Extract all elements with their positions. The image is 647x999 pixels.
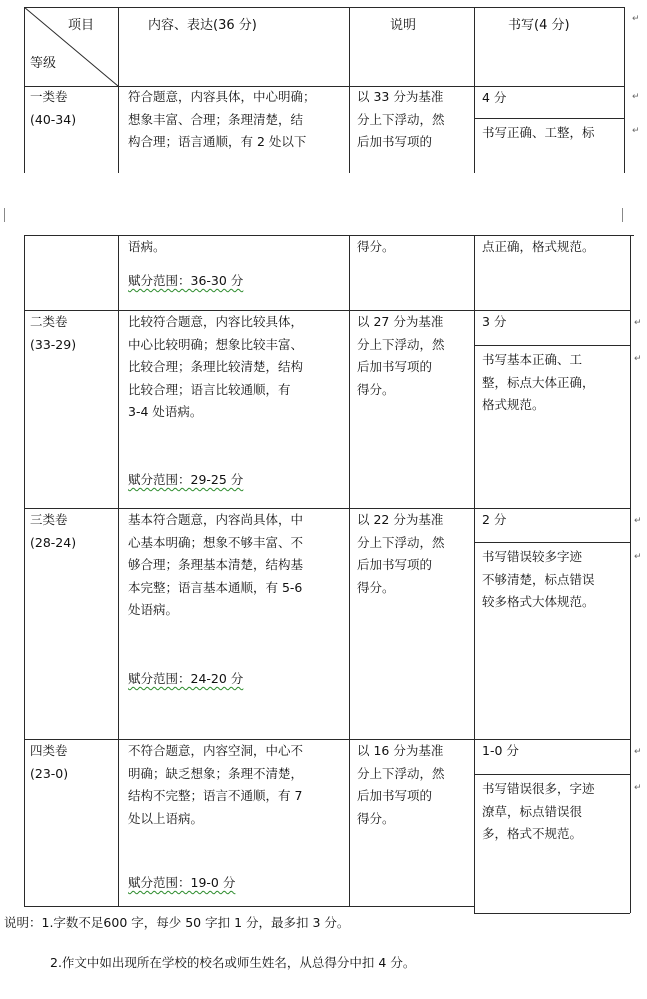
content-line: 结构不完整；语言不通顺，有 7 [128, 788, 303, 803]
note-line: 以 16 分为基准 [357, 743, 444, 758]
writing-line: 书写基本正确、工 [482, 352, 583, 367]
paragraph-mark: ↵ [634, 747, 642, 757]
writing-line: 多，格式不规范。 [482, 826, 583, 841]
page-break-mark-right [622, 208, 623, 222]
writing-line: 不够清楚，标点错误 [482, 571, 595, 587]
paragraph-mark: ↵ [634, 783, 642, 793]
page-break-mark-left [4, 208, 5, 222]
note-line: 分上下浮动，然 [357, 765, 445, 781]
row4-grade [30, 740, 68, 785]
content-line: 比较合理；语言比较通顺，有 [128, 381, 291, 397]
row2-note [357, 311, 445, 401]
note-line: 得分。 [357, 810, 395, 826]
content-line: 基本符合题意，内容尚具体，中 [128, 512, 304, 527]
content-line: 处语病。 [128, 602, 179, 617]
row4-writing-desc [482, 778, 595, 846]
row4-note [357, 740, 445, 830]
writing-line: 书写错误很多，字迹 [482, 781, 595, 796]
content-line: 符合题意，内容具体，中心明确； [128, 89, 316, 104]
writing-line: 整，标点大体正确， [482, 374, 595, 390]
content-line: 比较合理；条理比较清楚，结构 [128, 359, 304, 374]
row3-content [128, 509, 303, 622]
note-line: 以 27 分为基准 [357, 314, 444, 329]
content-line: 不符合题意，内容空洞，中心不 [128, 743, 304, 758]
note-line: 后加书写项的 [357, 134, 433, 149]
row1-note-part1 [357, 86, 445, 154]
content-line: 比较符合题意，内容比较具体， [128, 314, 304, 329]
writing-line: 较多格式大体规范。 [482, 594, 595, 609]
content-line: 3-4 处语病。 [128, 404, 203, 419]
writing-line: 书写错误较多字迹 [482, 549, 583, 564]
content-line: 中心比较明确；想象比较丰富、 [128, 336, 304, 352]
footnote-line-2: 2.作文中如出现所在学校的校名或师生姓名，从总得分中扣 4 分。 [50, 955, 416, 970]
grade-range: (40-34) [30, 111, 77, 127]
note-line: 以 33 分为基准 [357, 89, 444, 104]
paragraph-mark: ↵ [634, 354, 642, 364]
paragraph-mark: ↵ [632, 92, 640, 102]
content-line: 构合理；语言通顺，有 2 处以下 [128, 134, 307, 149]
note-line: 得分。 [357, 579, 395, 595]
writing-line: 格式规范。 [482, 397, 545, 412]
row3-note [357, 509, 445, 599]
content-line: 想象丰富、合理；条理清楚，结 [128, 111, 304, 127]
row1-writing-desc-part1: 书写正确、工整，标 [482, 125, 595, 140]
note-line: 以 22 分为基准 [357, 512, 444, 527]
writing-line: 潦草，标点错误很 [482, 803, 583, 819]
row3-writing-points: 2 分 [482, 512, 507, 527]
paragraph-mark: ↵ [632, 126, 640, 136]
note-line: 后加书写项的 [357, 557, 433, 572]
row1-content-part1 [128, 86, 316, 154]
row3-grade [30, 509, 76, 554]
content-line: 本完整；语言基本通顺，有 5-6 [128, 579, 303, 595]
row2-grade [30, 311, 76, 356]
grade-label: 一类卷 [30, 89, 68, 104]
content-line: 处以上语病。 [128, 810, 204, 826]
grade-range: (33-29) [30, 336, 77, 352]
footnote-line-1: 说明：1.字数不足600 字，每少 50 字扣 1 分，最多扣 3 分。 [4, 915, 350, 930]
note-line: 后加书写项的 [357, 788, 433, 803]
paragraph-mark: ↵ [632, 14, 640, 24]
row4-writing-points: 1-0 分 [482, 743, 519, 758]
row4-score-range: 赋分范围：19-0 分 [128, 875, 236, 890]
note-line: 后加书写项的 [357, 359, 433, 374]
header-grade-label: 等级 [30, 56, 57, 71]
row3-score-range: 赋分范围：24-20 分 [128, 671, 244, 686]
row1-score-range: 赋分范围：36-30 分 [128, 273, 244, 288]
content-line: 明确；缺乏想象；条理不清楚， [128, 765, 304, 781]
row4-content [128, 740, 303, 830]
row2-writing-desc [482, 349, 595, 417]
row1-writing-desc-part2: 点正确，格式规范。 [482, 239, 595, 254]
note-line: 分上下浮动，然 [357, 534, 445, 550]
header-note-label: 说明 [390, 18, 417, 33]
row1-writing-points: 4 分 [482, 90, 507, 105]
paragraph-mark: ↵ [634, 552, 642, 562]
grade-range: (23-0) [30, 765, 69, 781]
grade-label: 二类卷 [30, 314, 68, 329]
row1-content-part2: 语病。 [128, 239, 166, 254]
header-writing-label: 书写(4 分) [508, 18, 570, 33]
row2-score-range: 赋分范围：29-25 分 [128, 472, 244, 487]
content-line: 心基本明确；想象不够丰富、不 [128, 534, 304, 550]
content-line: 够合理；条理基本清楚，结构基 [128, 557, 304, 572]
row2-content [128, 311, 303, 424]
row2-writing-points: 3 分 [482, 314, 507, 329]
paragraph-mark: ↵ [634, 318, 642, 328]
row1-note-part2: 得分。 [357, 239, 395, 254]
paragraph-mark: ↵ [634, 516, 642, 526]
note-line: 得分。 [357, 381, 395, 397]
grade-label: 三类卷 [30, 512, 68, 527]
note-line: 分上下浮动，然 [357, 336, 445, 352]
header-content-label: 内容、表达(36 分) [148, 18, 257, 33]
grade-label: 四类卷 [30, 743, 68, 758]
note-line: 分上下浮动，然 [357, 111, 445, 127]
row1-grade [30, 86, 76, 131]
header-item-label: 项目 [68, 18, 95, 33]
grade-range: (28-24) [30, 534, 77, 550]
row3-writing-desc [482, 546, 595, 614]
